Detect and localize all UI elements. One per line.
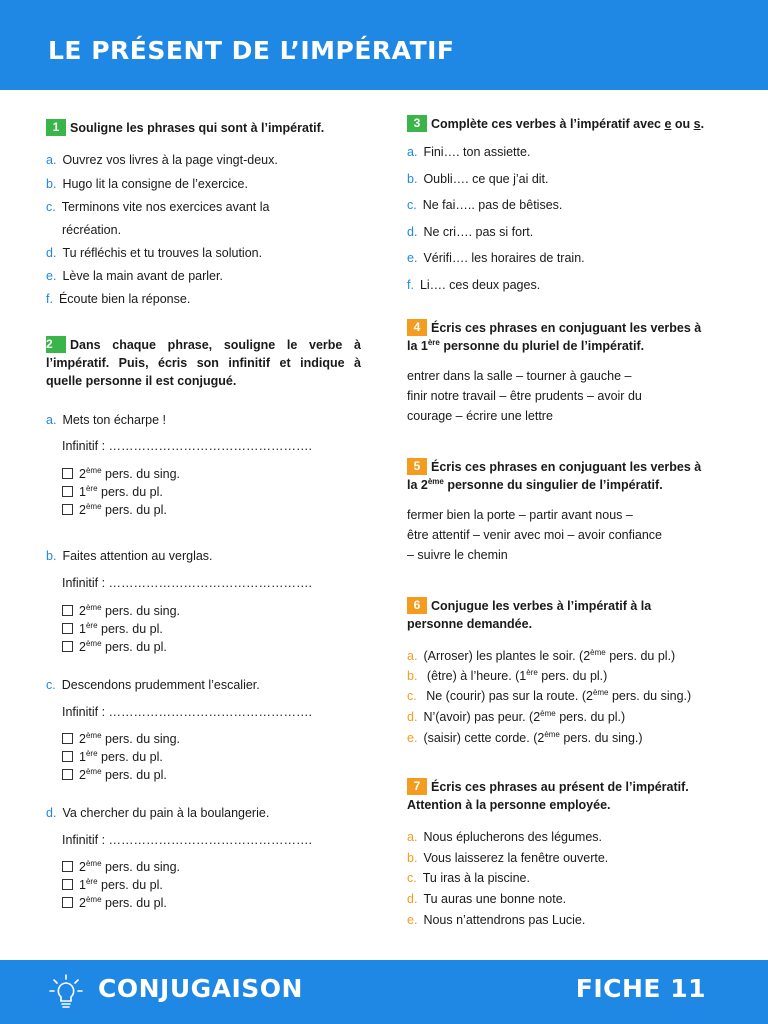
checkbox-option[interactable]: 2ème pers. du sing.	[62, 466, 180, 482]
list-item: c. Ne (courir) pas sur la route. (2ème pers. du sing.)	[407, 687, 692, 703]
checkbox-icon	[62, 641, 73, 652]
checkbox-icon	[62, 769, 73, 780]
list-item: c. Terminons vite nos exercices avant la	[46, 200, 270, 214]
list-item-continuation: récréation.	[62, 223, 122, 237]
ex7-number-badge: 7	[407, 778, 427, 795]
list-item: f. Écoute bien la réponse.	[46, 292, 191, 306]
checkbox-icon	[62, 486, 73, 497]
verb-list-line: courage – écrire une lettre	[407, 409, 553, 423]
list-item: c. Ne fai….. pas de bêtises.	[407, 198, 563, 212]
list-item: d. N’(avoir) pas peur. (2ème pers. du pl.)	[407, 708, 626, 724]
ex3-title: 3 Complète ces verbes à l’impératif avec e ou s.	[407, 115, 704, 132]
checkbox-icon	[62, 879, 73, 890]
ex4-number-badge: 4	[407, 319, 427, 336]
list-item: b. Hugo lit la consigne de l’exercice.	[46, 177, 248, 191]
page-title: LE PRÉSENT DE L’IMPÉRATIF	[48, 36, 455, 65]
infinitif-field[interactable]: Infinitif : ………………………………………….	[62, 705, 313, 719]
ex2-title: 2 Dans chaque phrase, souligne le verbe à l’impératif. Puis, écris son infinitif et indique à quelle personne il est conjugué.	[46, 337, 361, 388]
list-item: d. Ne cri…. pas si fort.	[407, 225, 534, 239]
ex5-number-badge: 5	[407, 458, 427, 475]
list-item: a. Fini…. ton assiette.	[407, 145, 531, 159]
list-item: b. Vous laisserez la fenêtre ouverte.	[407, 851, 609, 865]
ex3-number-badge: 3	[407, 115, 427, 132]
ex6-title: 6 Conjugue les verbes à l’impératif à la personne demandée.	[407, 598, 652, 631]
list-item: e. Nous n’attendrons pas Lucie.	[407, 913, 586, 927]
checkbox-icon	[62, 897, 73, 908]
list-item: e. (saisir) cette corde. (2ème pers. du sing.)	[407, 729, 643, 745]
checkbox-option[interactable]: 2ème pers. du pl.	[62, 639, 167, 655]
checkbox-option[interactable]: 2ème pers. du sing.	[62, 731, 180, 747]
verb-list-line: – suivre le chemin	[407, 548, 508, 562]
ex7-title: 7 Écris ces phrases au présent de l’impératif. Attention à la personne employée.	[407, 779, 689, 812]
checkbox-option[interactable]: 2ème pers. du pl.	[62, 767, 167, 783]
verb-list-line: fermer bien la porte – partir avant nous –	[407, 508, 633, 522]
checkbox-option[interactable]: 1ère pers. du pl.	[62, 877, 163, 893]
list-item: c. Tu iras à la piscine.	[407, 871, 530, 885]
list-item: a. Ouvrez vos livres à la page vingt-deux.	[46, 153, 278, 167]
footer-subject: CONJUGAISON	[98, 974, 303, 1003]
infinitif-field[interactable]: Infinitif : ………………………………………….	[62, 576, 313, 590]
list-item: d. Va chercher du pain à la boulangerie.	[46, 806, 270, 820]
infinitif-field[interactable]: Infinitif : ………………………………………….	[62, 833, 313, 847]
list-item: e. Vérifi…. les horaires de train.	[407, 251, 585, 265]
list-item: a. Nous éplucherons des légumes.	[407, 830, 603, 844]
checkbox-option[interactable]: 1ère pers. du pl.	[62, 484, 163, 500]
checkbox-icon	[62, 733, 73, 744]
list-item: d. Tu auras une bonne note.	[407, 892, 567, 906]
checkbox-icon	[62, 605, 73, 616]
list-item: b. (être) à l’heure. (1ère pers. du pl.)	[407, 667, 608, 683]
ex6-number-badge: 6	[407, 597, 427, 614]
verb-list-line: entrer dans la salle – tourner à gauche –	[407, 369, 632, 383]
checkbox-icon	[62, 861, 73, 872]
verb-list-line: être attentif – venir avec moi – avoir confiance	[407, 528, 662, 542]
list-item: c. Descendons prudemment l’escalier.	[46, 678, 260, 692]
list-item: b. Oubli…. ce que j’ai dit.	[407, 172, 549, 186]
footer-sheet-number: FICHE 11	[575, 974, 706, 1003]
checkbox-option[interactable]: 2ème pers. du pl.	[62, 502, 167, 518]
list-item: a. Mets ton écharpe !	[46, 413, 166, 427]
checkbox-option[interactable]: 1ère pers. du pl.	[62, 621, 163, 637]
verb-list-line: finir notre travail – être prudents – avoir du	[407, 389, 642, 403]
checkbox-icon	[62, 504, 73, 515]
checkbox-icon	[62, 623, 73, 634]
checkbox-option[interactable]: 2ème pers. du pl.	[62, 895, 167, 911]
lightbulb-icon	[46, 972, 86, 1012]
header-banner	[0, 0, 768, 90]
checkbox-icon	[62, 468, 73, 479]
ex1-number-badge: 1	[46, 119, 66, 136]
list-item: b. Faites attention au verglas.	[46, 549, 213, 563]
list-item: e. Lève la main avant de parler.	[46, 269, 223, 283]
checkbox-option[interactable]: 2ème pers. du sing.	[62, 859, 180, 875]
list-item: a. (Arroser) les plantes le soir. (2ème pers. du pl.)	[407, 647, 676, 663]
list-item: f. Li…. ces deux pages.	[407, 278, 541, 292]
checkbox-option[interactable]: 1ère pers. du pl.	[62, 749, 163, 765]
ex4-title: 4 Écris ces phrases en conjuguant les verbes à la 1ère personne du pluriel de l’impératif.	[407, 320, 702, 353]
infinitif-field[interactable]: Infinitif : ………………………………………….	[62, 439, 313, 453]
checkbox-option[interactable]: 2ème pers. du sing.	[62, 603, 180, 619]
ex1-title	[46, 119, 324, 136]
ex5-title: 5 Écris ces phrases en conjuguant les verbes à la 2ème personne du singulier de l’impératif.	[407, 459, 702, 492]
checkbox-icon	[62, 751, 73, 762]
footer-banner	[0, 960, 768, 1024]
ex2-number-badge: 2	[46, 336, 66, 353]
list-item: d. Tu réfléchis et tu trouves la solution.	[46, 246, 263, 260]
ex1-title-text: Souligne les phrases qui sont à l’impératif.	[70, 121, 325, 135]
